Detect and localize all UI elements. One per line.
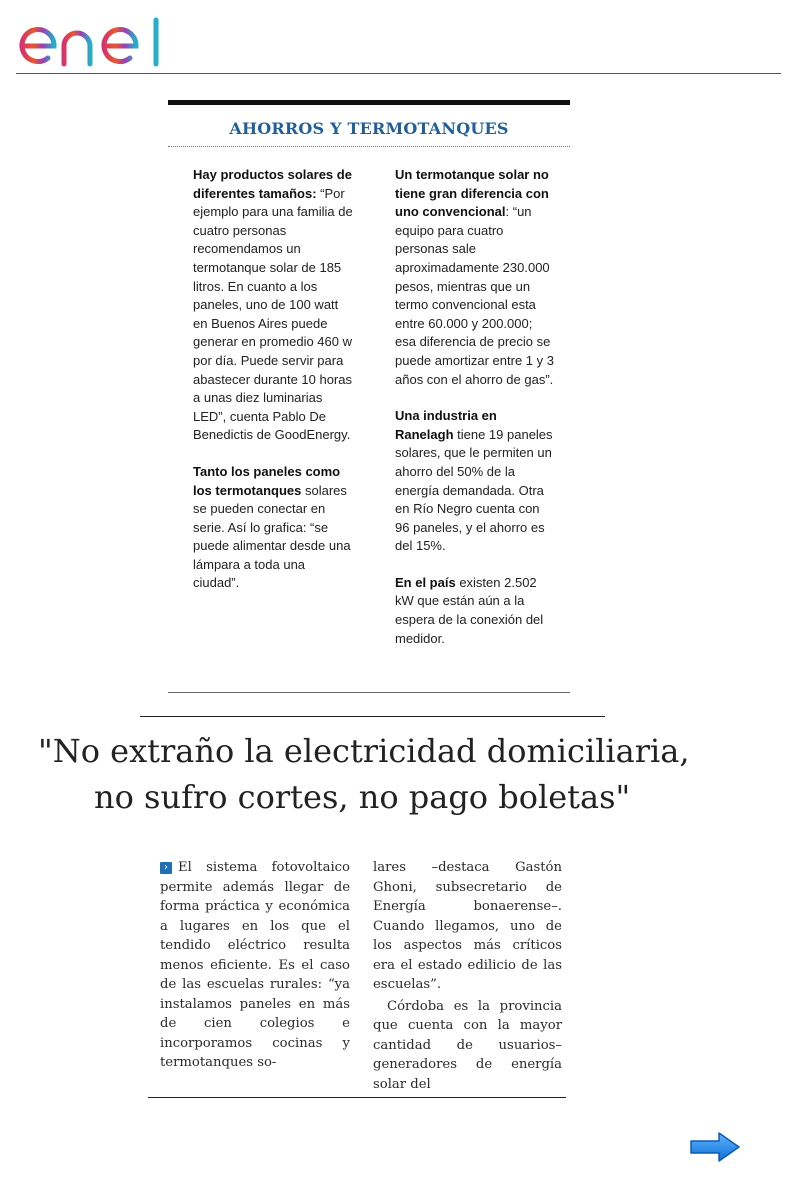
arrow-right-icon[interactable] <box>688 1130 742 1164</box>
pull-quote <box>38 728 738 820</box>
enel-logo <box>16 14 176 70</box>
box-lead: Una industria en Ranelagh <box>395 408 497 442</box>
box-paragraph <box>395 166 555 389</box>
pull-quote-line-2: no sufro cortes, no pago boletas" <box>94 778 631 816</box>
quote-divider <box>140 716 605 717</box>
box-right-column <box>395 166 555 666</box>
article-text: El sistema fotovoltaico permite además llegar de forma práctica y económica a lugares en los que el tendido eléctrico resulta menos eficiente. Es el caso de las escuelas rurales: “ya instalamos paneles en más de cien colegios e incorporamos cocinas y termotanques so- <box>160 860 350 1070</box>
box-bottom-divider <box>168 692 570 693</box>
box-lead: Tanto los paneles como los termotanques <box>193 463 341 498</box>
box-text: existen 2.502 kW que están aún a la espera de la conexión del medidor. <box>395 574 544 646</box>
box-left-column <box>193 166 353 611</box>
article-right-column <box>373 858 562 1094</box>
box-title-divider <box>168 146 570 147</box>
article-paragraph: lares –destaca Gastón Ghoni, subsecretario de Energía bonaerense–. Cuando llegamos, uno de los aspectos más críticos era el estado edilicio de las escuelas”. <box>373 860 562 992</box>
box-paragraph <box>193 463 353 593</box>
box-lead: Hay productos solares de diferentes tamaños: <box>193 167 352 201</box>
box-paragraph <box>193 166 353 445</box>
article-paragraph <box>160 858 350 1073</box>
box-paragraph <box>395 574 555 648</box>
article-bottom-divider <box>148 1097 566 1098</box>
box-text: : “un equipo para cuatro personas sale aproximadamente 230.000 pesos, mientras que un termo convencional esta entre 60.000 y 200.000; esa diferencia de precio se puede amortizar entre 1 y 3 años con el ahorro de gas”. <box>395 204 554 387</box>
box-top-bar <box>168 100 570 105</box>
box-text: “Por ejemplo para una familia de cuatro personas recomendamos un termotanque solar de 185 litros. En cuanto a los paneles, uno de 100 watt en Buenos Aires puede generar en promedio 460 w por día. Puede servir para abastecer durante 10 horas a unas diez luminarias LED”, cuenta Pablo De Benedictis de GoodEnergy. <box>193 185 353 443</box>
box-lead: Un termotanque solar no tiene gran diferencia con uno convencional <box>395 167 549 220</box>
box-paragraph <box>395 407 555 556</box>
box-title: AHORROS Y TERMOTANQUES <box>229 119 509 138</box>
pull-quote-line-1: "No extraño la electricidad domiciliaria, <box>38 732 690 770</box>
article-left-column <box>160 858 350 1073</box>
article-paragraph: Córdoba es la provincia que cuenta con la mayor cantidad de usuarios–generadores de energía solar del <box>373 998 562 1092</box>
box-text: tiene 19 paneles solares, que le permiten un ahorro del 50% de la energía demandada. Otra en Río Negro cuenta con 96 paneles, y el ahorro es del 15%. <box>395 426 553 554</box>
header-divider <box>16 73 781 74</box>
svg-text:enel: enel <box>16 14 18 15</box>
chevron-right-icon: › <box>160 862 172 874</box>
box-text: solares se pueden conectar en serie. Así lo grafica: “se puede alimentar desde una lámpara a toda una ciudad”. <box>193 482 351 591</box>
box-lead: En el país <box>395 574 456 590</box>
